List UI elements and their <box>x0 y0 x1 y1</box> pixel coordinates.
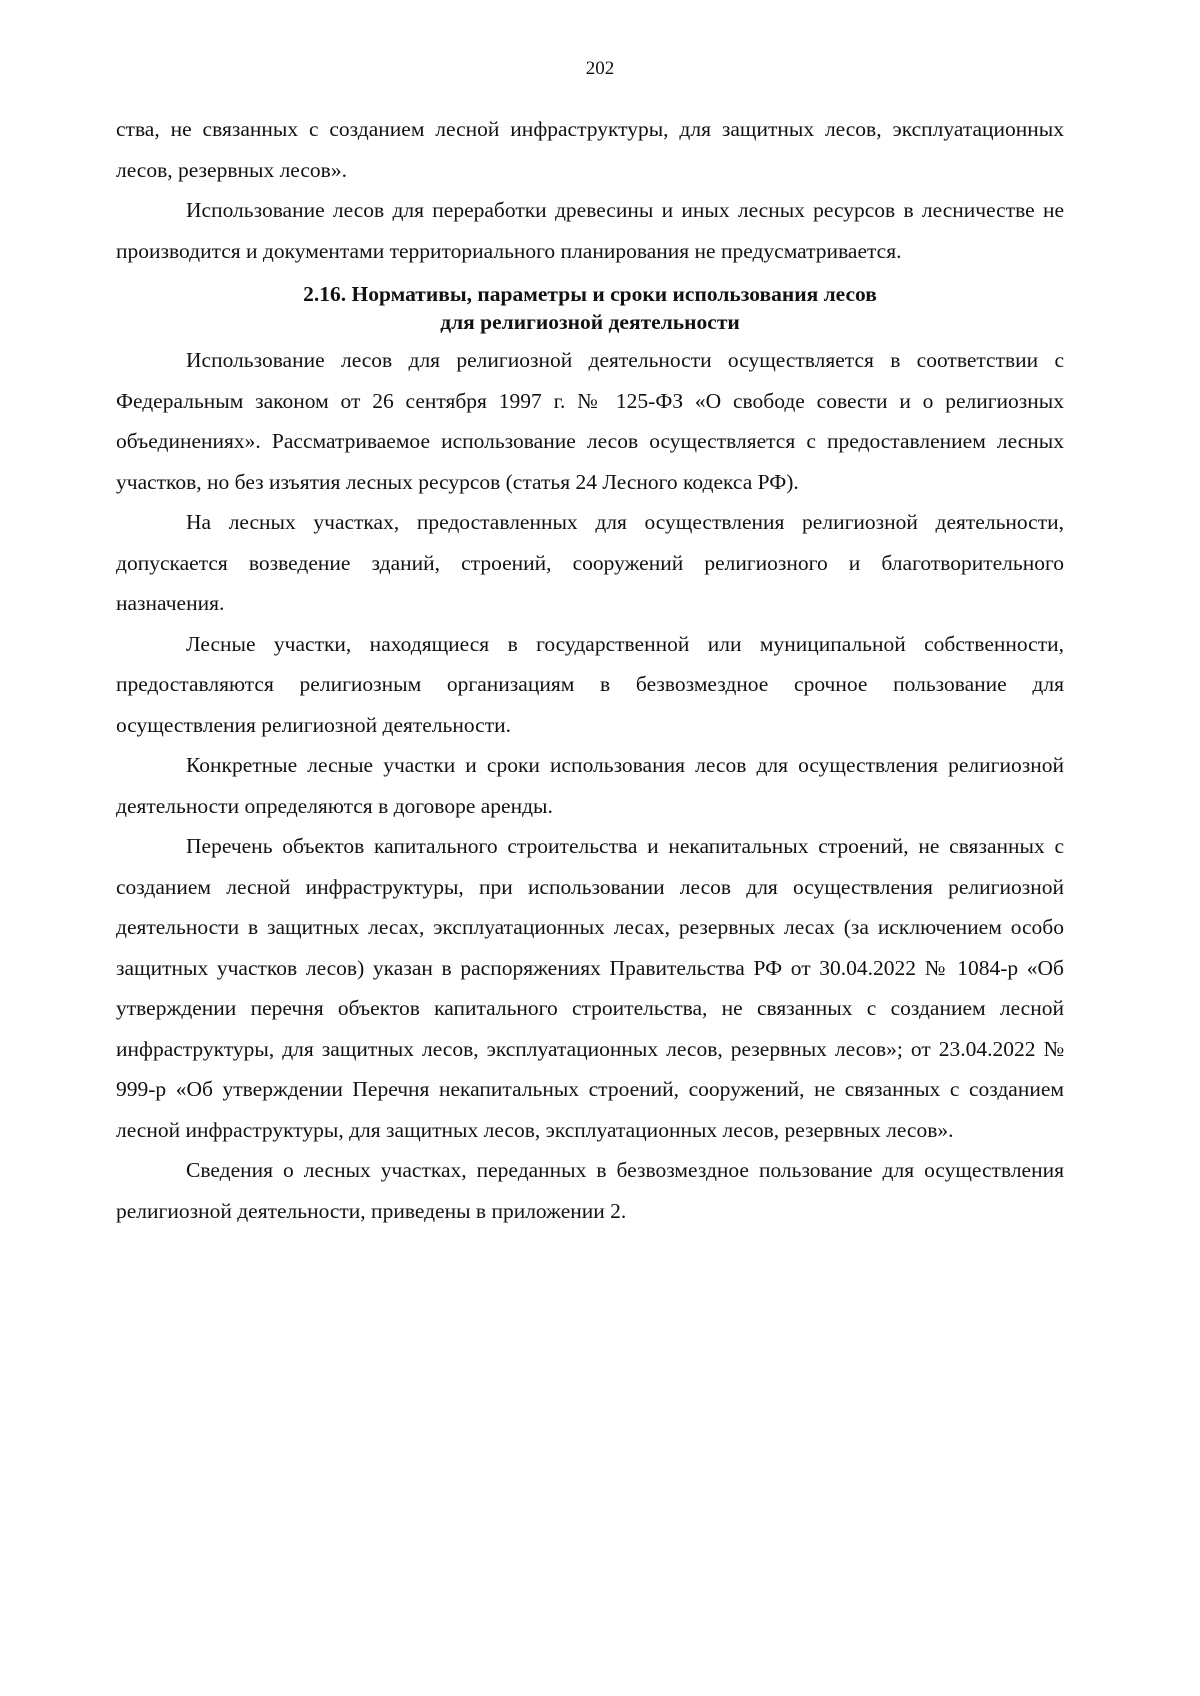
page-number: 202 <box>585 58 615 79</box>
section-title-line-1: 2.16. Нормативы, параметры и сроки использования лесов <box>303 282 877 306</box>
paragraph: Конкретные лесные участки и сроки использования лесов для осуществления религиозной деятельности определяются в договоре аренды. <box>116 753 1064 818</box>
document-body <box>116 109 1064 1231</box>
paragraph: Использование лесов для религиозной деятельности осуществляется в соответствии с Федеральным законом от 26 сентября 1997 г. № 125-ФЗ «О свободе совести и о религиозных объединениях». Рассматриваемое использование лесов осуществляется с предоставлением лесных участков, но без изъятия лесных ресурсов (статья 24 Лесного кодекса РФ). <box>116 348 1064 494</box>
section-title-line-2: для религиозной деятельности <box>440 310 740 334</box>
paragraph: Использование лесов для переработки древесины и иных лесных ресурсов в лесничестве не производится и документами территориального планирования не предусматривается. <box>116 198 1064 263</box>
paragraph: Лесные участки, находящиеся в государственной или муниципальной собственности, предоставляются религиозным организациям в безвозмездное срочное пользование для осуществления религиозной деятельности. <box>116 631 1064 737</box>
paragraph: Перечень объектов капитального строительства и некапитальных строений, не связанных с созданием лесной инфраструктуры, при использовании лесов для осуществления религиозной деятельности в защитных лесах, эксплуатационных лесах, резервных лесах (за исключением особо защитных участков лесов) указан в распоряжениях Правительства РФ от 30.04.2022 № 1084-р «Об утверждении перечня объектов капитального строительства, не связанных с созданием лесной инфраструктуры, для защитных лесов, эксплуатационных лесов, резервных лесов»; от 23.04.2022 № 999-р «Об утверждении Перечня некапитальных строений, сооружений, не связанных с созданием лесной инфраструктуры, для защитных лесов, эксплуатационных лесов, резервных лесов». <box>116 834 1064 1142</box>
paragraph: Сведения о лесных участках, переданных в безвозмездное пользование для осуществления религиозной деятельности, приведены в приложении 2. <box>116 1158 1064 1223</box>
section-heading <box>116 280 1064 336</box>
paragraph-continuation: ства, не связанных с созданием лесной инфраструктуры, для защитных лесов, эксплуатационных лесов, резервных лесов». <box>116 117 1064 182</box>
paragraph: На лесных участках, предоставленных для осуществления религиозной деятельности, допускается возведение зданий, строений, сооружений религиозного и благотворительного назначения. <box>116 510 1064 615</box>
